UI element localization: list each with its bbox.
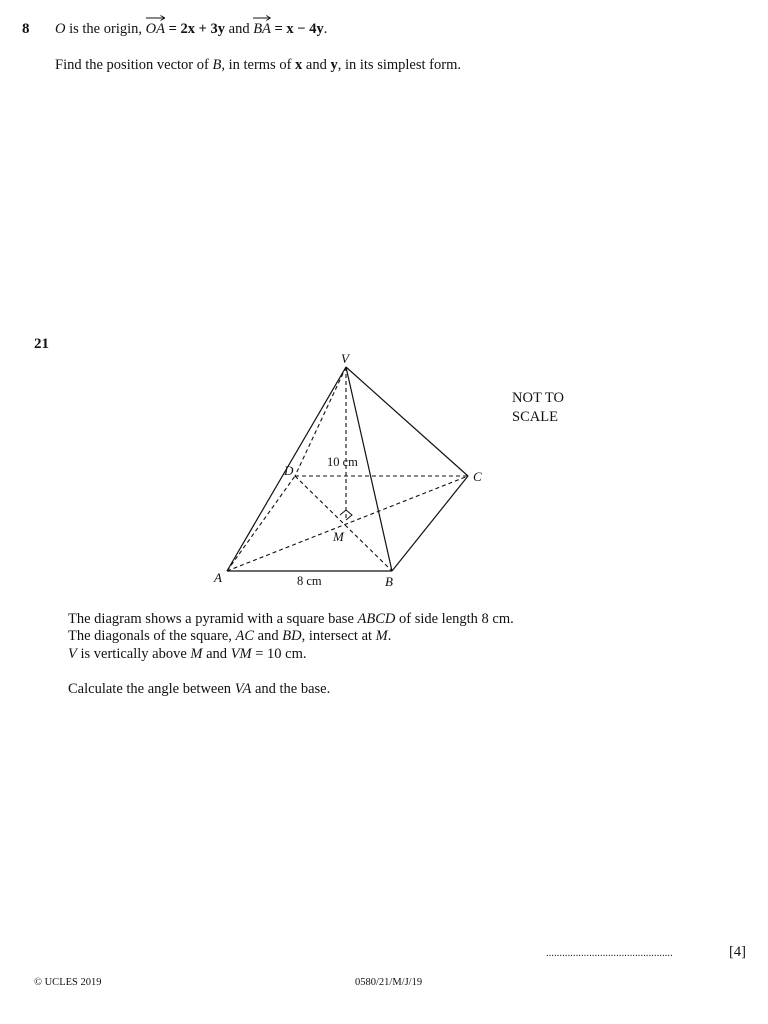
not-to-scale-line1: NOT TO [512,390,564,406]
question-number-21: 21 [34,336,49,352]
q21-text-line4: Calculate the angle between VA and the base. [68,681,331,697]
vector-ba: BA [253,21,271,38]
edge-vb [346,367,392,571]
diagonal-bd [295,476,392,571]
q8-instruction: Find the position vector of B, in terms of x and y, in its simplest form. [55,57,461,73]
q8-statement: O is the origin, OA = 2x + 3y and BA = x − 4y. [55,21,327,38]
marks-label: [4] [729,944,746,960]
vector-arrow-icon [146,14,165,22]
label-height: 10 cm [327,455,358,469]
q8-ba-value: = x − 4y [270,21,324,37]
edge-ad-hidden [227,476,295,571]
q8-text-and: and [225,21,254,37]
diagonal-ac [227,476,468,571]
q21-text-line3: V is vertically above M and VM = 10 cm. [68,646,307,662]
pyramid-diagram [200,340,520,595]
not-to-scale-line2: SCALE [512,409,558,425]
label-m: M [333,529,344,544]
q21-text-line2: The diagonals of the square, AC and BD, intersect at M. [68,628,392,644]
label-side: 8 cm [297,574,322,588]
label-a: A [214,570,222,585]
q8-text-origin: is the origin, [65,21,146,37]
vector-arrow-icon [253,14,271,22]
label-b: B [385,574,393,589]
label-c: C [473,469,482,484]
label-v: V [341,351,349,366]
edge-vc [346,367,468,476]
question-number-8: 8 [22,21,30,37]
label-d: D [284,463,294,478]
q21-text-line1: The diagram shows a pyramid with a square base ABCD of side length 8 cm. [68,611,514,627]
footer-copyright: © UCLES 2019 [34,977,102,988]
answer-line[interactable]: ............................................... [546,948,673,959]
vector-oa: OA [146,21,165,38]
origin-label: O [55,21,66,37]
edge-bc [392,476,468,571]
q8-oa-value: = 2x + 3y [164,21,226,37]
footer-paper-code: 0580/21/M/J/19 [355,977,423,988]
